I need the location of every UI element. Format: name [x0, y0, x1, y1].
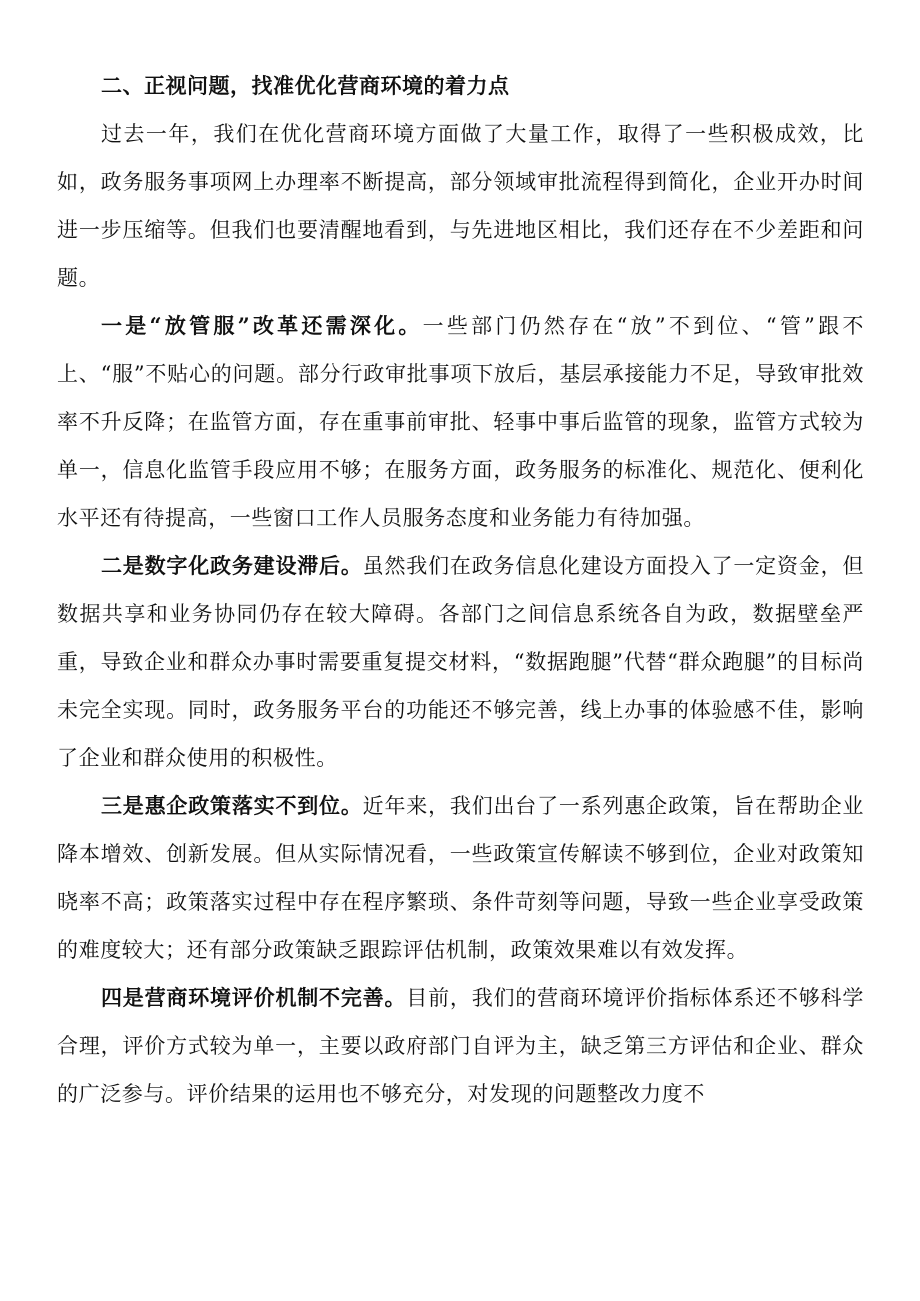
- paragraph-lead: 一是“放管服”改革还需深化。: [101, 313, 423, 338]
- section-heading: 二、正视问题，找准优化营商环境的着力点: [101, 73, 510, 98]
- paragraph-reform: [57, 302, 864, 542]
- paragraph-body: 过去一年，我们在优化营商环境方面做了大量工作，取得了一些积极成效，比如，政务服务事项网上办理率不断提高，部分领域审批流程得到简化，企业开办时间进一步压缩等。但我们也要清醒地看到，与先进地区相比，我们还存在不少差距和问题。: [57, 122, 864, 290]
- paragraph-enterprise-policy: [57, 782, 864, 974]
- paragraph-body: 一些部门仍然存在“放”不到位、“管”跟不上、“服”不贴心的问题。部分行政审批事项下放后，基层承接能力不足，导致审批效率不升反降；在监管方面，存在重事前审批、轻事中事后监管的现象，监管方式较为单一，信息化监管手段应用不够；在服务方面，政务服务的标准化、规范化、便利化水平还有待提高，一些窗口工作人员服务态度和业务能力有待加强。: [57, 314, 864, 530]
- paragraph-overview: [57, 110, 864, 302]
- paragraph-lead: 三是惠企政策落实不到位。: [101, 793, 363, 818]
- paragraph-digital-government: [57, 542, 864, 782]
- paragraph-body: 目前，我们的营商环境评价指标体系还不够科学合理，评价方式较为单一，主要以政府部门自评为主，缺乏第三方评估和企业、群众的广泛参与。评价结果的运用也不够充分，对发现的问题整改力度不: [57, 986, 864, 1106]
- paragraph-body: 近年来，我们出台了一系列惠企政策，旨在帮助企业降本增效、创新发展。但从实际情况看，一些政策宣传解读不够到位，企业对政策知晓率不高；政策落实过程中存在程序繁琐、条件苛刻等问题，导致一些企业享受政策的难度较大；还有部分政策缺乏跟踪评估机制，政策效果难以有效发挥。: [57, 794, 864, 962]
- paragraph-evaluation: [57, 974, 864, 1118]
- paragraph-lead: 四是营商环境评价机制不完善。: [101, 985, 407, 1010]
- paragraph-body: 虽然我们在政务信息化建设方面投入了一定资金，但数据共享和业务协同仍存在较大障碍。各部门之间信息系统各自为政，数据壁垒严重，导致企业和群众办事时需要重复提交材料，“数据跑腿”代替“群众跑腿”的目标尚未完全实现。同时，政务服务平台的功能还不够完善，线上办事的体验感不佳，影响了企业和群众使用的积极性。: [57, 554, 864, 770]
- paragraph-lead: 二是数字化政务建设滞后。: [101, 553, 363, 578]
